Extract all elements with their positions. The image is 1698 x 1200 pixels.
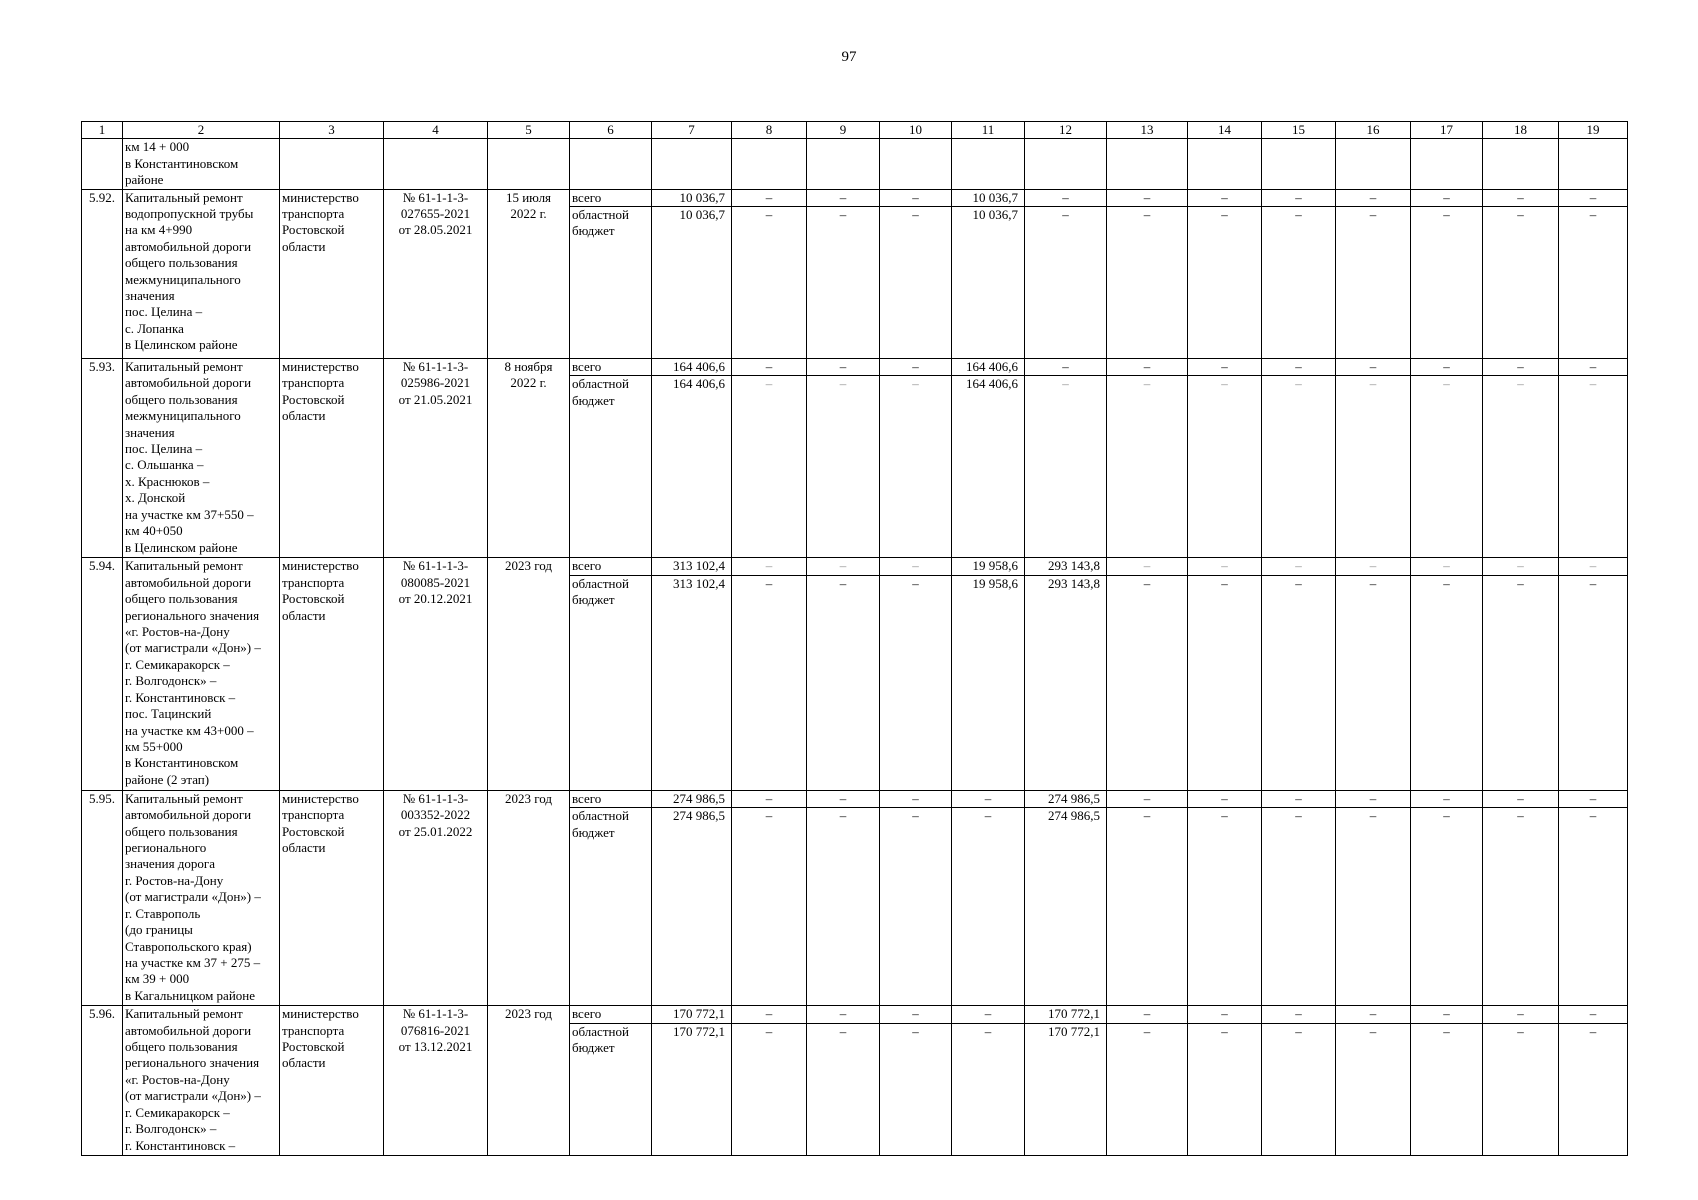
value-cell: – [732, 207, 807, 359]
value-cell: – [1107, 359, 1188, 376]
value-cell: – [1559, 808, 1628, 1006]
value-cell: – [732, 376, 807, 558]
value-cell: – [1188, 1023, 1262, 1155]
column-header: 8 [732, 122, 807, 139]
column-number-row [82, 122, 1628, 139]
value-cell: 170 772,1 [1025, 1023, 1107, 1155]
value-cell: – [880, 558, 952, 575]
entry-total-row [82, 558, 1628, 575]
value-cell: – [1336, 790, 1411, 807]
column-header: 14 [1188, 122, 1262, 139]
value-cell: 164 406,6 [652, 376, 732, 558]
value-cell: – [1559, 376, 1628, 558]
value-cell: – [1483, 189, 1559, 206]
value-cell: – [952, 1006, 1025, 1023]
value-cell: – [1336, 376, 1411, 558]
value-cell: – [1025, 359, 1107, 376]
object-name: км 14 + 000 в Константиновском районе [123, 139, 280, 189]
value-cell: – [1559, 1023, 1628, 1155]
value-cell: 10 036,7 [652, 207, 732, 359]
value-cell: – [807, 207, 880, 359]
column-header: 18 [1483, 122, 1559, 139]
value-cell: – [1107, 790, 1188, 807]
column-header: 5 [488, 122, 570, 139]
value-cell: – [1107, 558, 1188, 575]
value-cell: – [1483, 1006, 1559, 1023]
value-cell: – [1483, 790, 1559, 807]
value-cell: – [1262, 207, 1336, 359]
executor: министерство транспорта Ростовской области [280, 359, 384, 558]
value-cell: – [952, 790, 1025, 807]
value-cell: – [1262, 790, 1336, 807]
value-cell: – [1483, 207, 1559, 359]
entry-number: 5.96. [82, 1006, 123, 1155]
executor: министерство транспорта Ростовской области [280, 558, 384, 790]
value-cell: – [1483, 1023, 1559, 1155]
value-cell: – [1336, 189, 1411, 206]
value-cell: – [880, 1006, 952, 1023]
value-cell: 164 406,6 [652, 359, 732, 376]
value-cell: – [1025, 207, 1107, 359]
value-cell: – [1188, 808, 1262, 1006]
value-cell: – [880, 207, 952, 359]
value-cell: – [1411, 207, 1483, 359]
value-cell: – [1188, 207, 1262, 359]
value-cell: – [1559, 359, 1628, 376]
column-header: 12 [1025, 122, 1107, 139]
column-header: 9 [807, 122, 880, 139]
funding-total-label: всего [570, 189, 652, 206]
value-cell: – [732, 359, 807, 376]
value-cell: – [732, 790, 807, 807]
value-cell: – [807, 575, 880, 790]
value-cell: – [1411, 790, 1483, 807]
page-number: 97 [841, 49, 857, 65]
value-cell: 274 986,5 [652, 790, 732, 807]
deadline: 2023 год [488, 558, 570, 790]
column-header: 19 [1559, 122, 1628, 139]
value-cell: – [1188, 790, 1262, 807]
value-cell: – [732, 1023, 807, 1155]
value-cell: 274 986,5 [1025, 808, 1107, 1006]
value-cell: – [1411, 1006, 1483, 1023]
column-header: 1 [82, 122, 123, 139]
value-cell: – [807, 359, 880, 376]
value-cell: – [880, 575, 952, 790]
value-cell: – [880, 808, 952, 1006]
value-cell: – [1411, 359, 1483, 376]
deadline: 2023 год [488, 790, 570, 1005]
value-cell: – [732, 189, 807, 206]
entry-total-row [82, 790, 1628, 807]
funding-total-label: всего [570, 790, 652, 807]
funding-budget-label: областной бюджет [570, 1023, 652, 1155]
value-cell: – [1411, 558, 1483, 575]
entry-number: 5.93. [82, 359, 123, 558]
cell-number [82, 139, 123, 189]
entry-total-row [82, 189, 1628, 206]
value-cell: – [807, 558, 880, 575]
deadline: 15 июля 2022 г. [488, 189, 570, 358]
value-cell: 170 772,1 [652, 1023, 732, 1155]
funding-budget-label: областной бюджет [570, 207, 652, 359]
object-name: Капитальный ремонт автомобильной дороги общего пользования регионального значения «г. Ростов-на-Дону (от магистрали «Дон») – г. Семикаракорск – г. Волгодонск» – г. Константиновск – пос. Тацинский на участке км 43+000 – км 55+000 в Константиновском районе (2 этап) [123, 558, 280, 790]
value-cell: 170 772,1 [1025, 1006, 1107, 1023]
value-cell: – [807, 790, 880, 807]
value-cell: 19 958,6 [952, 575, 1025, 790]
value-cell: – [807, 808, 880, 1006]
value-cell: – [1411, 376, 1483, 558]
funding-total-label: всего [570, 1006, 652, 1023]
value-cell: – [807, 1023, 880, 1155]
value-cell: – [1262, 575, 1336, 790]
funding-total-label: всего [570, 359, 652, 376]
deadline: 8 ноября 2022 г. [488, 359, 570, 558]
executor: министерство транспорта Ростовской области [280, 189, 384, 358]
value-cell: – [1559, 207, 1628, 359]
column-header: 10 [880, 122, 952, 139]
executor: министерство транспорта Ростовской области [280, 790, 384, 1005]
column-header: 11 [952, 122, 1025, 139]
value-cell: – [1559, 1006, 1628, 1023]
value-cell: 293 143,8 [1025, 575, 1107, 790]
value-cell: – [1262, 359, 1336, 376]
value-cell: – [1336, 207, 1411, 359]
column-header: 17 [1411, 122, 1483, 139]
value-cell: – [1411, 575, 1483, 790]
program-table [81, 121, 1628, 1156]
value-cell: – [732, 575, 807, 790]
value-cell: 274 986,5 [652, 808, 732, 1006]
value-cell: – [807, 1006, 880, 1023]
value-cell: – [1107, 376, 1188, 558]
value-cell: – [1025, 376, 1107, 558]
object-name: Капитальный ремонт автомобильной дороги общего пользования межмуниципального значения пос. Целина – с. Ольшанка – х. Краснюков – х. Донской на участке км 37+550 – км 40+050 в Целинском районе [123, 359, 280, 558]
entry-number: 5.94. [82, 558, 123, 790]
contract: № 61-1-1-3- 076816-2021 от 13.12.2021 [384, 1006, 488, 1155]
executor: министерство транспорта Ростовской области [280, 1006, 384, 1155]
value-cell: – [880, 376, 952, 558]
value-cell: – [1483, 808, 1559, 1006]
value-cell: – [880, 790, 952, 807]
value-cell: 164 406,6 [952, 376, 1025, 558]
value-cell: – [807, 189, 880, 206]
value-cell: – [1262, 558, 1336, 575]
column-header: 13 [1107, 122, 1188, 139]
value-cell: – [1262, 808, 1336, 1006]
entry-number: 5.92. [82, 189, 123, 358]
value-cell: – [1188, 1006, 1262, 1023]
value-cell: – [1336, 1006, 1411, 1023]
value-cell: – [1559, 790, 1628, 807]
value-cell: 10 036,7 [652, 189, 732, 206]
object-name: Капитальный ремонт автомобильной дороги общего пользования регионального значения «г. Ростов-на-Дону (от магистрали «Дон») – г. Семикаракорск – г. Волгодонск» – г. Константиновск – [123, 1006, 280, 1155]
value-cell: – [952, 1023, 1025, 1155]
value-cell: – [1188, 189, 1262, 206]
contract: № 61-1-1-3- 003352-2022 от 25.01.2022 [384, 790, 488, 1005]
value-cell: – [732, 808, 807, 1006]
value-cell: – [1262, 376, 1336, 558]
value-cell: 170 772,1 [652, 1006, 732, 1023]
value-cell: – [1188, 558, 1262, 575]
object-name: Капитальный ремонт автомобильной дороги общего пользования регионального значения дорога г. Ростов-на-Дону (от магистрали «Дон») – г. Ставрополь (до границы Ставропольского края) на участке км 37 + 275 – км 39 + 000 в Кагальницком районе [123, 790, 280, 1005]
contract: № 61-1-1-3- 080085-2021 от 20.12.2021 [384, 558, 488, 790]
object-name: Капитальный ремонт водопропускной трубы на км 4+990 автомобильной дороги общего пользования межмуниципального значения пос. Целина – с. Лопанка в Целинском районе [123, 189, 280, 358]
value-cell: – [1107, 1023, 1188, 1155]
entry-number: 5.95. [82, 790, 123, 1005]
value-cell: – [1483, 376, 1559, 558]
column-header: 7 [652, 122, 732, 139]
value-cell: – [880, 359, 952, 376]
value-cell: – [1559, 575, 1628, 790]
value-cell: – [1188, 359, 1262, 376]
value-cell: – [1262, 189, 1336, 206]
value-cell: – [1336, 558, 1411, 575]
contract: № 61-1-1-3- 027655-2021 от 28.05.2021 [384, 189, 488, 358]
column-header: 15 [1262, 122, 1336, 139]
column-header: 16 [1336, 122, 1411, 139]
funding-budget-label: областной бюджет [570, 376, 652, 558]
value-cell: – [1188, 376, 1262, 558]
value-cell: – [952, 808, 1025, 1006]
column-header: 2 [123, 122, 280, 139]
value-cell: – [1336, 575, 1411, 790]
value-cell: – [1411, 808, 1483, 1006]
value-cell: – [1483, 558, 1559, 575]
value-cell: – [732, 558, 807, 575]
value-cell: 19 958,6 [952, 558, 1025, 575]
value-cell: – [1559, 189, 1628, 206]
value-cell: – [1107, 808, 1188, 1006]
entry-total-row [82, 359, 1628, 376]
funding-total-label: всего [570, 558, 652, 575]
value-cell: – [880, 1023, 952, 1155]
value-cell: – [1107, 1006, 1188, 1023]
funding-budget-label: областной бюджет [570, 808, 652, 1006]
value-cell: 293 143,8 [1025, 558, 1107, 575]
column-header: 3 [280, 122, 384, 139]
value-cell: – [1411, 1023, 1483, 1155]
value-cell: – [1336, 359, 1411, 376]
value-cell: 10 036,7 [952, 189, 1025, 206]
value-cell: 274 986,5 [1025, 790, 1107, 807]
continuation-row [82, 139, 1628, 189]
value-cell: – [1188, 575, 1262, 790]
value-cell: – [1107, 189, 1188, 206]
value-cell: – [1336, 808, 1411, 1006]
value-cell: – [1107, 575, 1188, 790]
column-header: 6 [570, 122, 652, 139]
value-cell: – [732, 1006, 807, 1023]
value-cell: – [1262, 1023, 1336, 1155]
value-cell: 313 102,4 [652, 558, 732, 575]
value-cell: 164 406,6 [952, 359, 1025, 376]
value-cell: – [807, 376, 880, 558]
value-cell: 10 036,7 [952, 207, 1025, 359]
value-cell: – [1262, 1006, 1336, 1023]
value-cell: – [1411, 189, 1483, 206]
value-cell: – [1107, 207, 1188, 359]
column-header: 4 [384, 122, 488, 139]
value-cell: – [1559, 558, 1628, 575]
value-cell: – [880, 189, 952, 206]
value-cell: – [1483, 575, 1559, 790]
entry-total-row [82, 1006, 1628, 1023]
value-cell: 313 102,4 [652, 575, 732, 790]
value-cell: – [1336, 1023, 1411, 1155]
contract: № 61-1-1-3- 025986-2021 от 21.05.2021 [384, 359, 488, 558]
funding-budget-label: областной бюджет [570, 575, 652, 790]
value-cell: – [1025, 189, 1107, 206]
value-cell: – [1483, 359, 1559, 376]
deadline: 2023 год [488, 1006, 570, 1155]
